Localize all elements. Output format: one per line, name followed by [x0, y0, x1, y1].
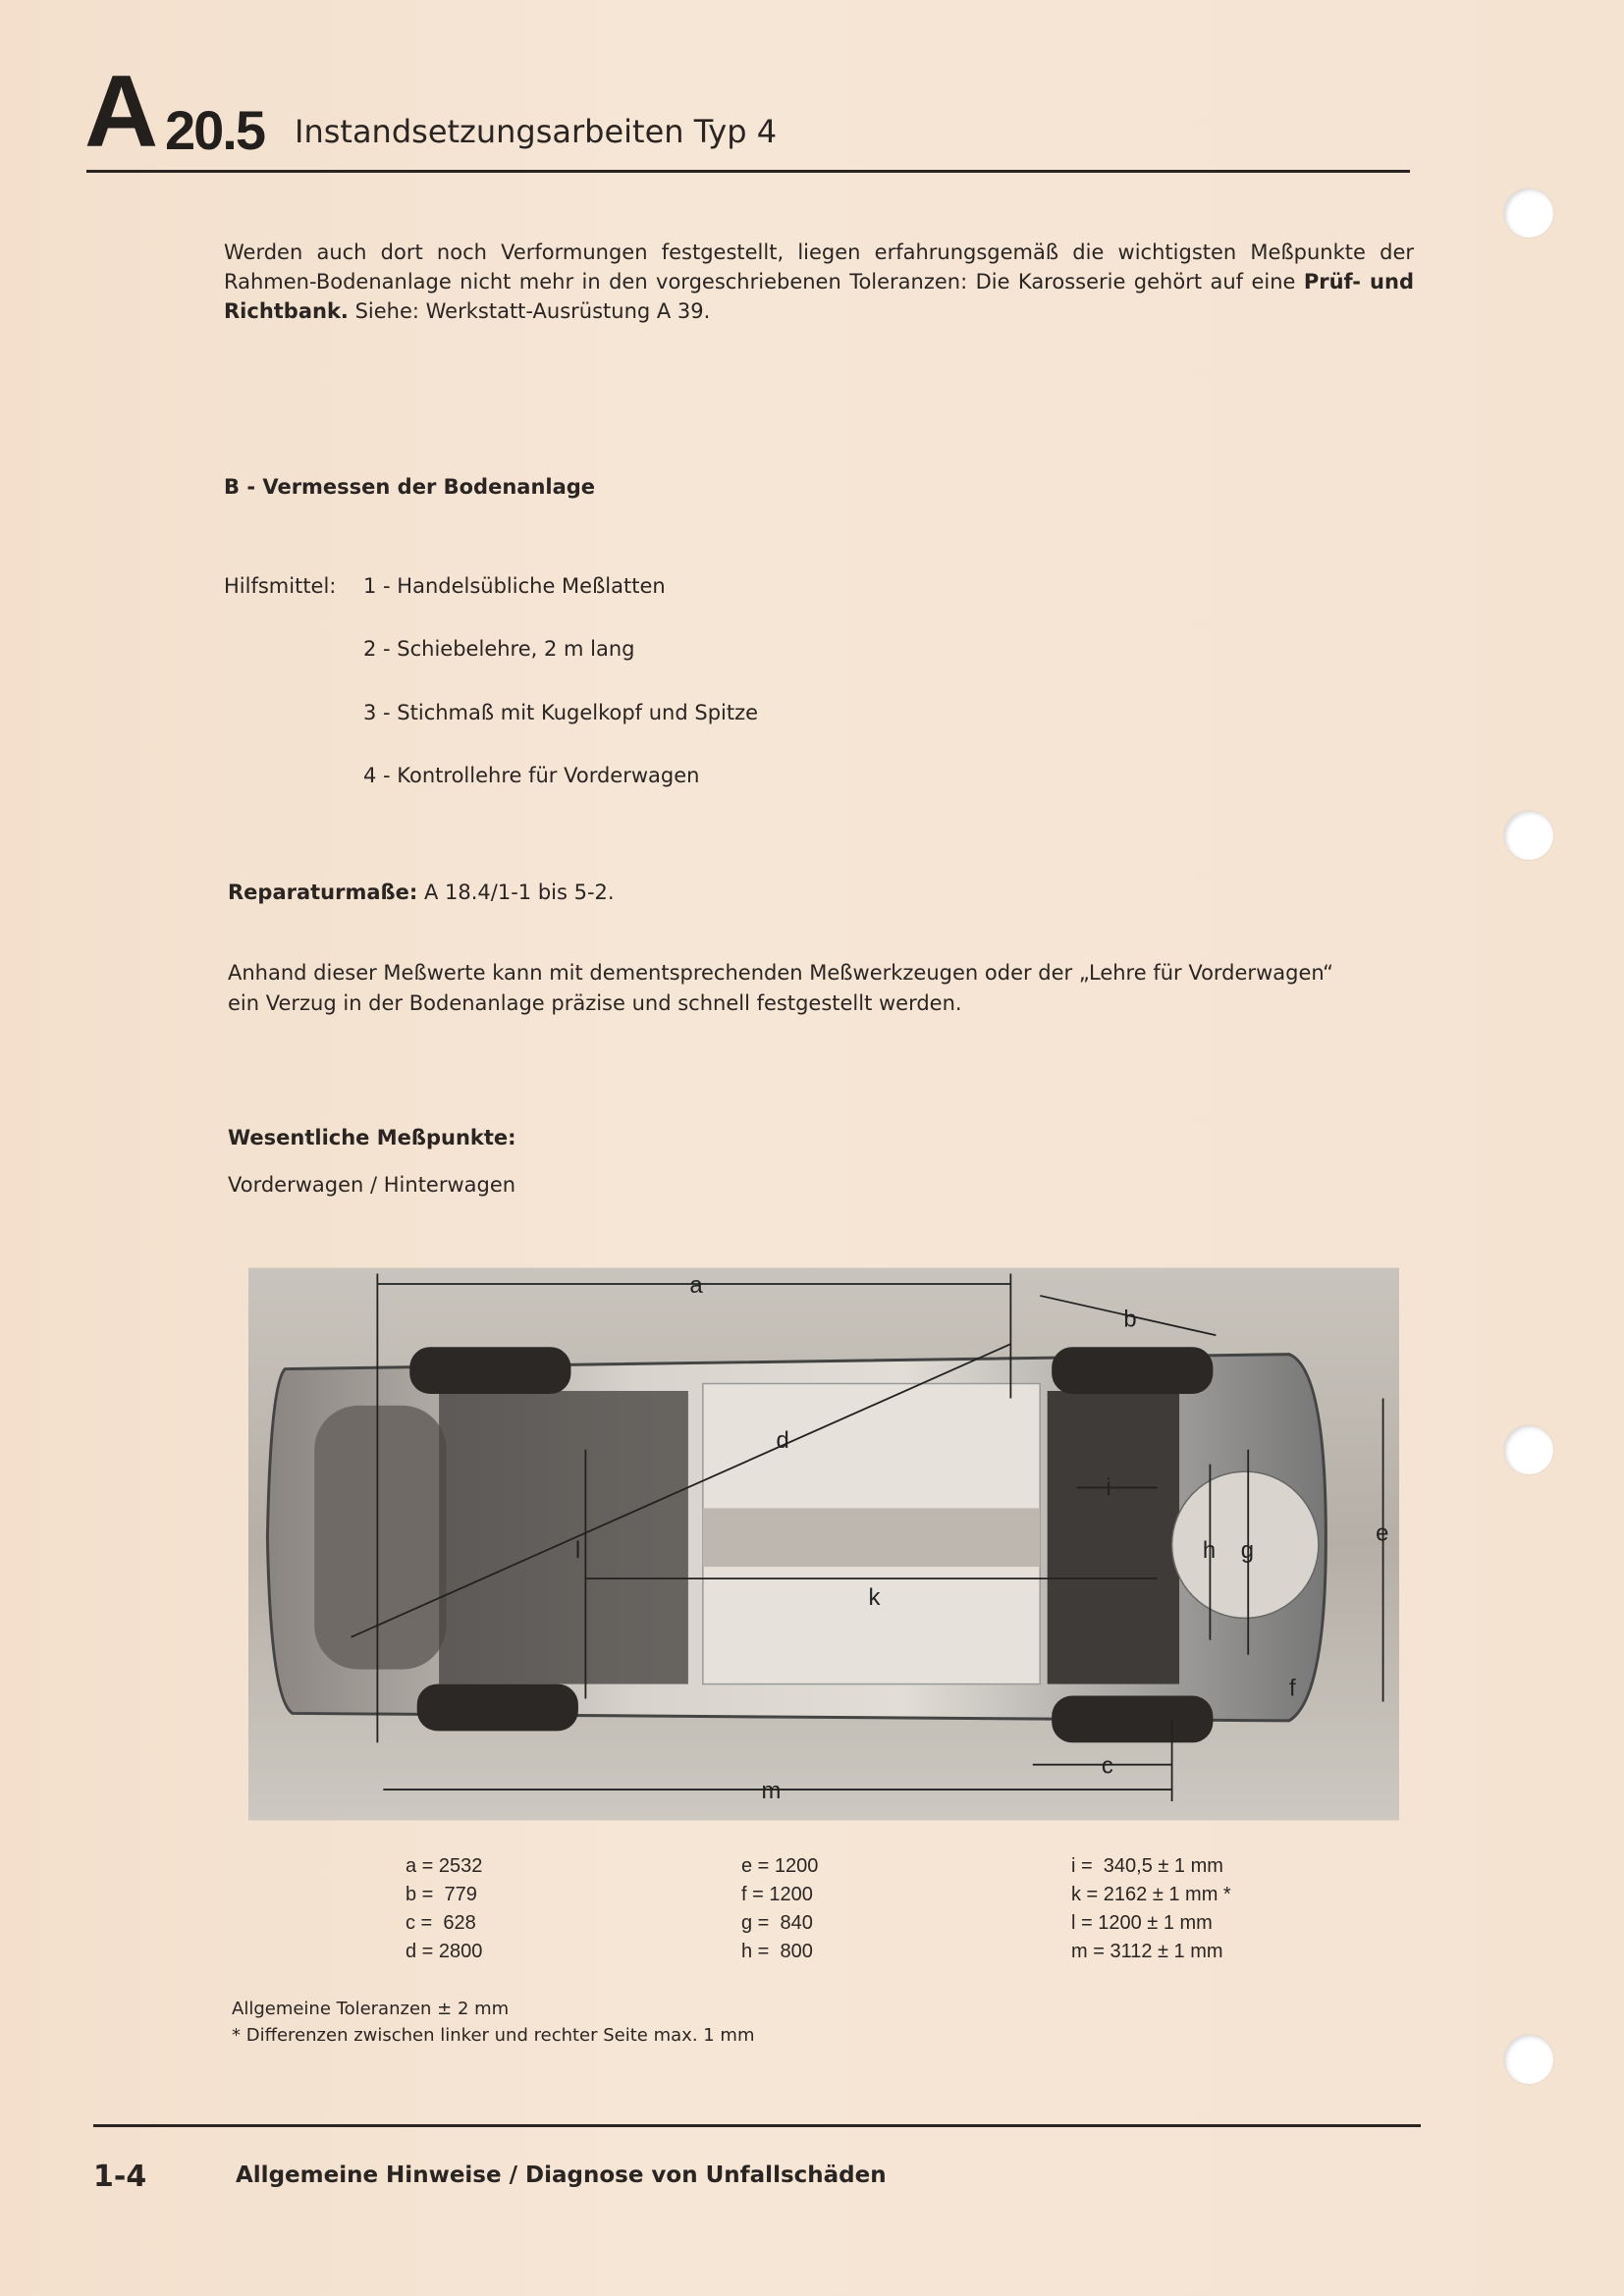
anhand-line-1: Anhand dieser Meßwerte kann mit dementsprechenden Meßwerkzeugen oder der „Lehre für Vorderwagen“	[228, 961, 1334, 985]
page-title: Instandsetzungsarbeiten Typ 4	[295, 113, 778, 150]
reparatur-line	[228, 878, 615, 907]
label-a: a	[689, 1271, 703, 1299]
measurement-c: c = 628	[406, 1912, 476, 1934]
underbody-figure	[248, 1267, 1399, 1821]
label-h: h	[1202, 1537, 1217, 1565]
messpunkte-heading: Wesentliche Meßpunkte:	[228, 1126, 516, 1149]
intro-text: Werden auch dort noch Verformungen festgestellt, liegen erfahrungsgemäß die wichtigsten Meßpunkte der Rahmen-Bodenanlage nicht mehr in den vorgeschriebenen Toleranzen: Die Karosserie gehört auf eine	[224, 240, 1414, 294]
hilfsmittel-item: 4 - Kontrollehre für Vorderwagen	[363, 764, 700, 787]
measurements-col-1	[406, 1852, 482, 1966]
label-i: i	[1106, 1473, 1111, 1501]
hilfsmittel-label: Hilfsmittel:	[224, 574, 337, 598]
wheel-rear-right	[1052, 1696, 1213, 1743]
wheel-front-right	[417, 1684, 578, 1732]
label-k: k	[868, 1583, 881, 1611]
measurement-b: b = 779	[406, 1884, 477, 1905]
measurements-col-2	[741, 1852, 818, 1966]
wheel-front-left	[409, 1347, 570, 1394]
label-f: f	[1289, 1675, 1296, 1702]
header-rule	[86, 170, 1410, 173]
general-tolerances: Allgemeine Toleranzen ± 2 mm	[232, 1999, 510, 2019]
section-number: 20.5	[165, 99, 264, 161]
label-e: e	[1376, 1520, 1389, 1547]
punch-hole	[1504, 1425, 1553, 1474]
page-number: 1-4	[93, 2160, 147, 2194]
front-trunk	[314, 1406, 446, 1670]
measurements-col-3	[1071, 1852, 1231, 1966]
measurement-h: h = 800	[741, 1941, 813, 1962]
label-d: d	[776, 1427, 789, 1455]
punch-hole	[1504, 2035, 1553, 2084]
label-l: l	[574, 1537, 581, 1565]
footer-rule	[93, 2124, 1421, 2127]
measurement-g: g = 840	[741, 1912, 813, 1934]
punch-hole	[1504, 811, 1553, 860]
measurement-k: k = 2162 ± 1 mm *	[1071, 1884, 1231, 1905]
label-c: c	[1101, 1752, 1113, 1780]
front-suspension	[439, 1391, 688, 1684]
hilfsmittel-item: 2 - Schiebelehre, 2 m lang	[363, 637, 635, 661]
intro-paragraph	[224, 238, 1414, 326]
measurement-a: a = 2532	[406, 1855, 483, 1877]
measurement-f: f = 1200	[741, 1884, 813, 1905]
intro-tail: Siehe: Werkstatt-Ausrüstung A 39.	[348, 299, 711, 323]
measurement-m: m = 3112 ± 1 mm	[1071, 1941, 1223, 1962]
messpunkte-subheading: Vorderwagen / Hinterwagen	[228, 1173, 516, 1197]
measurement-l: l = 1200 ± 1 mm	[1071, 1912, 1213, 1934]
hilfsmittel-item: 1 - Handelsübliche Meßlatten	[363, 574, 666, 598]
measurement-d: d = 2800	[406, 1941, 483, 1962]
measurement-e: e = 1200	[741, 1855, 819, 1877]
tolerance-note: * Differenzen zwischen linker und rechter Seite max. 1 mm	[232, 2025, 755, 2046]
intro-bold: Prüf- und Richtbank.	[224, 270, 1414, 323]
section-letter: A	[84, 55, 153, 169]
wheel-rear-left	[1052, 1347, 1213, 1394]
anhand-line-2: ein Verzug in der Bodenanlage präzise und schnell festgestellt werden.	[228, 991, 962, 1015]
tunnel	[703, 1508, 1040, 1567]
measurement-i: i = 340,5 ± 1 mm	[1071, 1855, 1223, 1877]
punch-hole	[1504, 188, 1553, 238]
label-m: m	[761, 1778, 782, 1805]
reparatur-label: Reparaturmaße:	[228, 881, 418, 904]
rear-engine	[1048, 1391, 1179, 1684]
label-b: b	[1123, 1306, 1137, 1333]
reparatur-value: A 18.4/1-1 bis 5-2.	[417, 881, 615, 904]
footer-title: Allgemeine Hinweise / Diagnose von Unfallschäden	[236, 2163, 887, 2188]
label-g: g	[1240, 1537, 1255, 1565]
section-b-heading: B - Vermessen der Bodenanlage	[224, 475, 596, 499]
hilfsmittel-item: 3 - Stichmaß mit Kugelkopf und Spitze	[363, 701, 759, 724]
